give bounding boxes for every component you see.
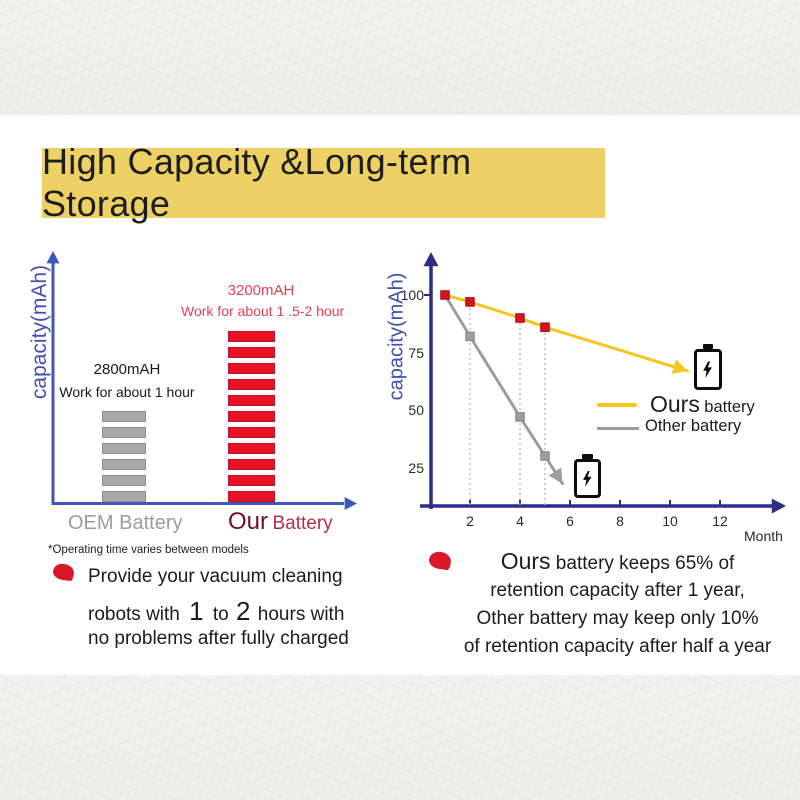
left-note-line1: Provide your vacuum cleaning [88, 566, 343, 587]
oem-value-label: 2800mAH [93, 361, 161, 378]
legend-ours-label [650, 391, 755, 418]
left-y-axis-label: capacity(mAh) [28, 264, 51, 400]
oem-desc-label: Work for about 1 hour [59, 384, 195, 400]
ours-desc-label: Work for about 1 .5-2 hour [181, 303, 345, 319]
bar-segment [102, 459, 146, 470]
our-category-small: Battery [272, 513, 333, 534]
our-battery-bar [228, 331, 275, 502]
bar-segment [102, 491, 146, 502]
right-note-line4: of retention capacity after half a year [463, 636, 772, 657]
top-texture-band [0, 0, 800, 115]
bar-segment [102, 443, 146, 454]
left-note-line2-pre: robots with [88, 604, 180, 625]
banner-title: High Capacity &Long-term Storage [42, 141, 472, 224]
ours-value-label: 3200mAH [227, 282, 295, 299]
battery-body [574, 459, 601, 498]
legend-other-label: Other battery [645, 417, 742, 435]
left-note-mid: to [212, 604, 229, 625]
x-tick-label: 12 [712, 513, 728, 529]
our-category-big: Our [228, 508, 269, 535]
bar-segment [228, 347, 275, 358]
battery-body [694, 349, 722, 390]
bar-segment [228, 395, 275, 406]
bar-segment [228, 363, 275, 374]
legend-other-line [597, 427, 639, 430]
lightning-bolt-icon [581, 467, 594, 491]
legend-ours-small: battery [704, 398, 755, 416]
bar-segment [102, 427, 146, 438]
x-tick-label: 6 [566, 513, 574, 529]
banner [42, 141, 605, 224]
bar-segment [228, 459, 275, 470]
left-note-line2-post: hours with [257, 604, 345, 625]
x-tick-label: 4 [516, 513, 524, 529]
right-y-axis-label: capacity(mAh) [385, 272, 408, 401]
oem-category-label: OEM Battery [68, 512, 183, 534]
right-note-line1 [445, 548, 790, 575]
battery-bolt-icon-other [574, 454, 601, 498]
footnote: *Operating time varies between models [48, 544, 249, 556]
our-category-label [228, 508, 333, 536]
x-tick-label: 8 [616, 513, 624, 529]
red-bullet-icon [52, 563, 75, 582]
right-note-line1-rest: battery keeps 65% of [550, 553, 735, 574]
bar-segment [102, 475, 146, 486]
bottom-texture-band [0, 675, 800, 800]
left-note-line3: no problems after fully charged [88, 628, 349, 649]
bar-segment [228, 491, 275, 502]
x-axis-title: Month [744, 528, 783, 544]
bar-segment [228, 427, 275, 438]
bar-segment [102, 411, 146, 422]
y-tick-label: 50 [408, 402, 424, 418]
bar-segment [228, 379, 275, 390]
x-tick-label: 2 [466, 513, 474, 529]
battery-bolt-icon-ours [694, 344, 722, 390]
y-tick-label: 25 [408, 459, 424, 476]
oem-battery-bar [102, 411, 146, 502]
y-tick-label: 75 [408, 344, 424, 361]
y-tick-label: 100 [400, 287, 424, 303]
left-note-line2 [88, 596, 344, 627]
x-tick-label: 10 [662, 513, 678, 529]
legend-ours-line [597, 403, 637, 407]
left-note-big-1: 1 [189, 596, 204, 626]
bar-segment [228, 475, 275, 486]
lightning-bolt-icon [701, 357, 714, 382]
left-note-big-2: 2 [236, 596, 251, 626]
bar-segment [228, 331, 275, 342]
bar-segment [228, 443, 275, 454]
bar-segment [228, 411, 275, 422]
legend-ours-big: Ours [650, 391, 700, 417]
right-note-ours-big: Ours [500, 548, 551, 574]
right-note-line3: Other battery may keep only 10% [476, 608, 759, 629]
right-note-line2: retention capacity after 1 year, [490, 580, 745, 601]
